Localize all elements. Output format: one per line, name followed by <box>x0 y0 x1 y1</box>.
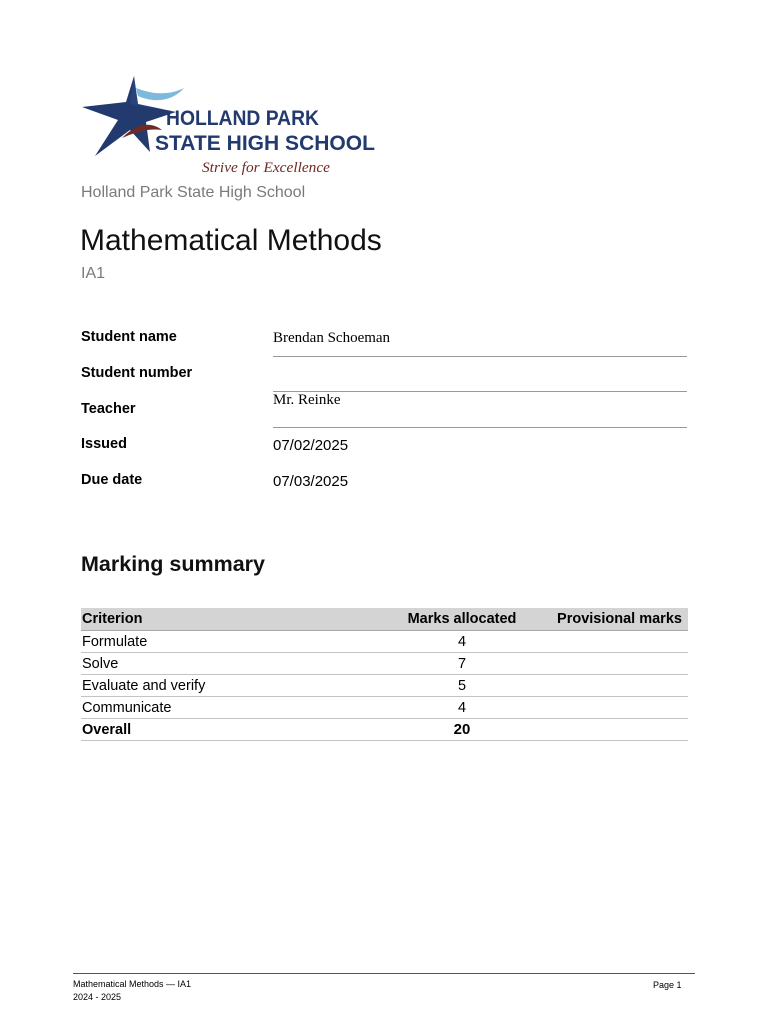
logo-line1: HOLLAND PARK <box>166 107 319 130</box>
table-total-row <box>81 719 688 741</box>
due-date-label: Due date <box>81 472 143 488</box>
provisional-marks-cell[interactable] <box>551 631 688 653</box>
marks-allocated-cell: 4 <box>373 631 551 653</box>
due-date: 07/03/2025 <box>273 473 349 490</box>
logo-tagline: Strive for Excellence <box>202 160 331 176</box>
teacher-underline <box>273 427 687 428</box>
student-name-underline <box>273 356 687 357</box>
logo-blue-swoosh <box>136 88 184 100</box>
student-name-field[interactable]: Brendan Schoeman <box>273 330 391 346</box>
issued-label: Issued <box>81 436 127 452</box>
column-header-marks-allocated: Marks allocated <box>373 608 551 631</box>
criterion-cell: Formulate <box>81 631 373 653</box>
column-header-provisional-marks: Provisional marks <box>551 608 688 631</box>
provisional-marks-cell[interactable] <box>551 653 688 675</box>
provisional-marks-cell[interactable] <box>551 675 688 697</box>
overall-label-cell: Overall <box>81 719 373 741</box>
provisional-marks-cell[interactable] <box>551 697 688 719</box>
school-name: Holland Park State High School <box>81 184 306 201</box>
page-title: Mathematical Methods <box>80 224 382 257</box>
criterion-cell: Communicate <box>81 697 373 719</box>
table-row <box>81 697 688 719</box>
marking-summary-heading: Marking summary <box>81 552 266 576</box>
marks-allocated-cell: 4 <box>373 697 551 719</box>
footer-document-title: Mathematical Methods — IA1 <box>73 979 192 989</box>
teacher-field[interactable]: Mr. Reinke <box>273 392 341 408</box>
table-row <box>81 675 688 697</box>
teacher-label: Teacher <box>81 401 136 417</box>
footer-page-number: Page 1 <box>653 980 682 990</box>
footer-year: 2024 - 2025 <box>73 992 122 1002</box>
issued-date: 07/02/2025 <box>273 437 349 454</box>
school-logo-graphic <box>80 74 376 178</box>
assessment-code: IA1 <box>81 265 106 282</box>
table-row <box>81 653 688 675</box>
marking-summary-table <box>81 608 688 741</box>
table-header-row <box>81 608 688 631</box>
marks-allocated-cell: 7 <box>373 653 551 675</box>
footer-divider <box>73 973 695 974</box>
criterion-cell: Evaluate and verify <box>81 675 373 697</box>
criterion-cell: Solve <box>81 653 373 675</box>
student-number-label: Student number <box>81 365 193 381</box>
student-name-label: Student name <box>81 329 177 345</box>
overall-marks-allocated-cell: 20 <box>373 719 551 741</box>
table-row <box>81 631 688 653</box>
school-logo <box>80 74 376 178</box>
logo-line2: STATE HIGH SCHOOL <box>155 132 376 155</box>
column-header-criterion: Criterion <box>81 608 373 631</box>
overall-provisional-marks-cell[interactable] <box>551 719 688 741</box>
marks-allocated-cell: 5 <box>373 675 551 697</box>
